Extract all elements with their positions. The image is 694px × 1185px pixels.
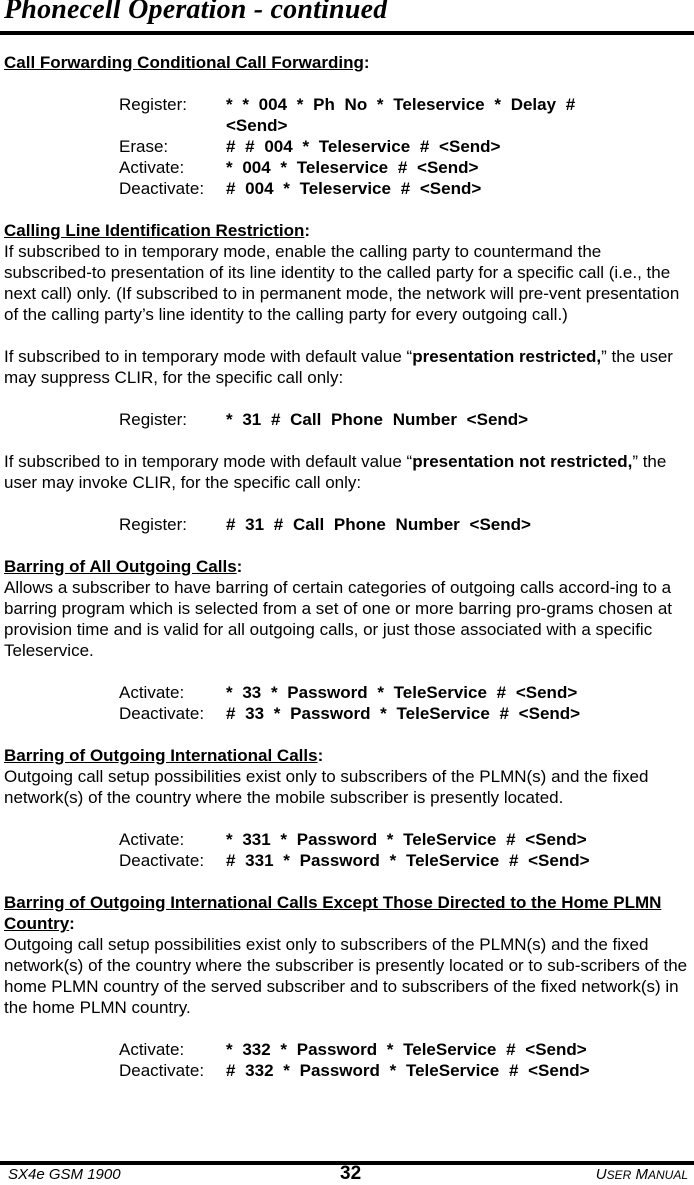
- section-heading-baoc: Barring of All Outgoing Calls:: [4, 557, 243, 576]
- footer-model: SX4e GSM 1900: [8, 1166, 121, 1183]
- paragraph: Allows a subscriber to have barring of certain categories of outgoing calls accord-ing to a barring program which is selected from a set of one or more barring pro-grams chosen at provision time and is valid for all outgoing calls, or just those associated with a specific Teleservice.: [4, 578, 673, 660]
- section-heading-call-forwarding: Call Forwarding Conditional Call Forwarding:: [4, 53, 370, 72]
- command-row: Activate: * 33 * Password * TeleService # <Send>: [119, 683, 578, 702]
- section-heading-boic-exhc: Barring of Outgoing International Calls Except Those Directed to the Home PLMN Country:: [4, 893, 662, 933]
- paragraph: If subscribed to in temporary mode with default value “presentation not restricted,” the user may invoke CLIR, for the specific call only:: [4, 452, 667, 492]
- command-row: Activate: * 332 * Password * TeleService # <Send>: [119, 1040, 587, 1059]
- command-row: Deactivate: # 004 * Teleservice # <Send>: [119, 179, 482, 198]
- paragraph: Outgoing call setup possibilities exist only to subscribers of the PLMN(s) and the fixed network(s) of the country where the subscriber is presently located or to sub-scribers of the home PLMN country of the served subscriber and to subscribers of the fixed network(s) in the home PLMN country.: [4, 935, 688, 1017]
- page-title: Phonecell Operation - continued: [4, 0, 388, 25]
- paragraph: If subscribed to in temporary mode, enable the calling party to countermand the subscribed-to presentation of its line identity to the called party for a specific call (i.e., the next call) only. (If subscribed to in permanent mode, the network will pre-vent presentation of the calling party’s line identity to the calling party for every outgoing call.): [4, 242, 680, 324]
- page-number: 32: [340, 1163, 362, 1184]
- command-row: Activate: * 004 * Teleservice # <Send>: [119, 158, 479, 177]
- command-row: Register: # 31 # Call Phone Number <Send>: [119, 515, 531, 534]
- paragraph: Outgoing call setup possibilities exist only to subscribers of the PLMN(s) and the fixed network(s) of the country where the mobile subscriber is presently located.: [4, 767, 649, 807]
- command-row: Activate: * 331 * Password * TeleService # <Send>: [119, 830, 587, 849]
- command-row: Deactivate: # 33 * Password * TeleService # <Send>: [119, 704, 581, 723]
- command-row: Deactivate: # 331 * Password * TeleService # <Send>: [119, 851, 590, 870]
- document-body: [4, 52, 692, 1081]
- page-footer: [0, 1165, 694, 1185]
- command-row: Erase: # # 004 * Teleservice # <Send>: [119, 137, 501, 156]
- paragraph: If subscribed to in temporary mode with default value “presentation restricted,” the user may suppress CLIR, for the specific call only:: [4, 347, 673, 387]
- command-row: Deactivate: # 332 * Password * TeleService # <Send>: [119, 1061, 590, 1080]
- header-rule: [0, 31, 694, 35]
- command-row: Register: * 31 # Call Phone Number <Send>: [119, 410, 529, 429]
- section-heading-boic: Barring of Outgoing International Calls:: [4, 746, 324, 765]
- command-row: Register: * * 004 * Ph No * Teleservice * Delay # <Send>: [119, 95, 576, 135]
- footer-manual-label: USER MANUAL: [595, 1166, 688, 1183]
- section-heading-clir: Calling Line Identification Restriction:: [4, 221, 311, 240]
